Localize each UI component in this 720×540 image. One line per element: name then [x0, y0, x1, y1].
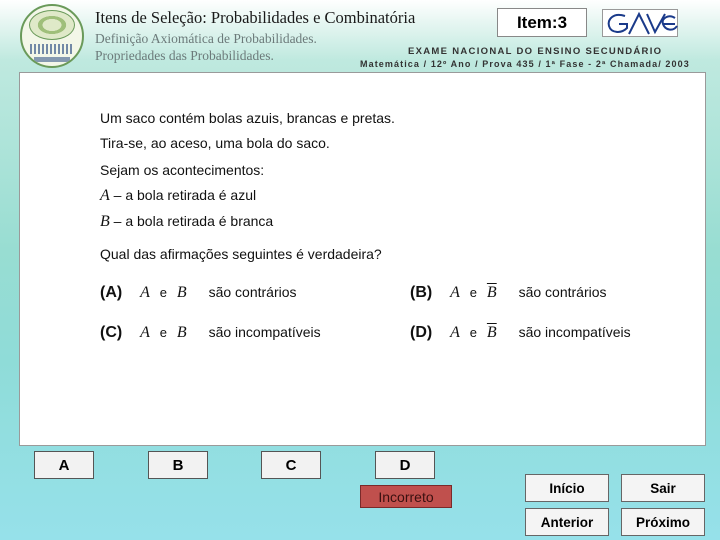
option-label: (D) — [410, 324, 433, 341]
question-line-2: Tira-se, ao aceso, uma bola do saco. — [100, 135, 330, 151]
option-conjunction: e — [159, 325, 168, 340]
option-conjunction: e — [469, 285, 478, 300]
answer-c-button[interactable]: C — [261, 451, 321, 479]
answer-b-button[interactable]: B — [148, 451, 208, 479]
event-a-text: – a bola retirada é azul — [113, 187, 257, 203]
option-var-1: A — [450, 284, 460, 301]
answer-d-button[interactable]: D — [375, 451, 435, 479]
question-line-3: Sejam os acontecimentos: — [100, 162, 265, 178]
option-b — [410, 284, 607, 302]
option-d — [410, 324, 631, 342]
option-text: são contrários — [518, 284, 607, 300]
exam-details: Matemática / 12º Ano / Prova 435 / 1ª Fase - 2ª Chamada/ 2003 — [360, 59, 690, 69]
exit-button[interactable]: Sair — [621, 474, 705, 502]
logo-lettering — [30, 44, 74, 54]
event-b-symbol: B — [100, 213, 110, 230]
option-text: são incompatíveis — [208, 324, 321, 340]
logo-emblem — [29, 10, 75, 40]
page-title: Itens de Seleção: Probabilidades e Combinatória — [95, 8, 416, 27]
answer-a-button[interactable]: A — [34, 451, 94, 479]
option-c — [100, 324, 321, 342]
option-conjunction: e — [159, 285, 168, 300]
option-label: (B) — [410, 284, 433, 301]
question-line-1: Um saco contém bolas azuis, brancas e pretas. — [100, 110, 395, 126]
topic-subtitle-1: Definição Axiomática de Probabilidades. — [95, 31, 317, 46]
logo-lettering-bottom — [34, 57, 70, 62]
next-button[interactable]: Próximo — [621, 508, 705, 536]
gave-logo-mark — [603, 10, 679, 38]
option-var-2: B — [176, 284, 187, 301]
question-panel — [19, 72, 706, 446]
feedback-incorrect: Incorreto — [360, 485, 452, 508]
option-var-1: A — [140, 284, 150, 301]
option-text: são contrários — [208, 284, 297, 300]
option-label: (A) — [100, 284, 123, 301]
question-prompt: Qual das afirmações seguintes é verdadeira? — [100, 246, 382, 262]
option-var-1: A — [140, 324, 150, 341]
topic-subtitle-2: Propriedades das Probabilidades. — [95, 48, 274, 63]
option-var-2: B — [176, 324, 187, 341]
event-a-symbol: A — [100, 187, 110, 204]
option-a — [100, 284, 297, 302]
event-b-definition — [100, 213, 273, 231]
previous-button[interactable]: Anterior — [525, 508, 609, 536]
gave-logo — [602, 9, 678, 37]
start-button[interactable]: Início — [525, 474, 609, 502]
exam-title: EXAME NACIONAL DO ENSINO SECUNDÁRIO — [408, 46, 663, 57]
option-label: (C) — [100, 324, 123, 341]
event-b-text: – a bola retirada é branca — [113, 213, 274, 229]
option-var-1: A — [450, 324, 460, 341]
option-text: são incompatíveis — [518, 324, 631, 340]
item-number-badge: Item:3 — [497, 8, 587, 37]
option-var-2-complement: $\overline{B}$ — [486, 284, 497, 301]
event-a-definition — [100, 187, 256, 205]
option-var-2-complement: $\overline{B}$ — [486, 324, 497, 341]
option-conjunction: e — [469, 325, 478, 340]
school-logo — [20, 4, 84, 68]
